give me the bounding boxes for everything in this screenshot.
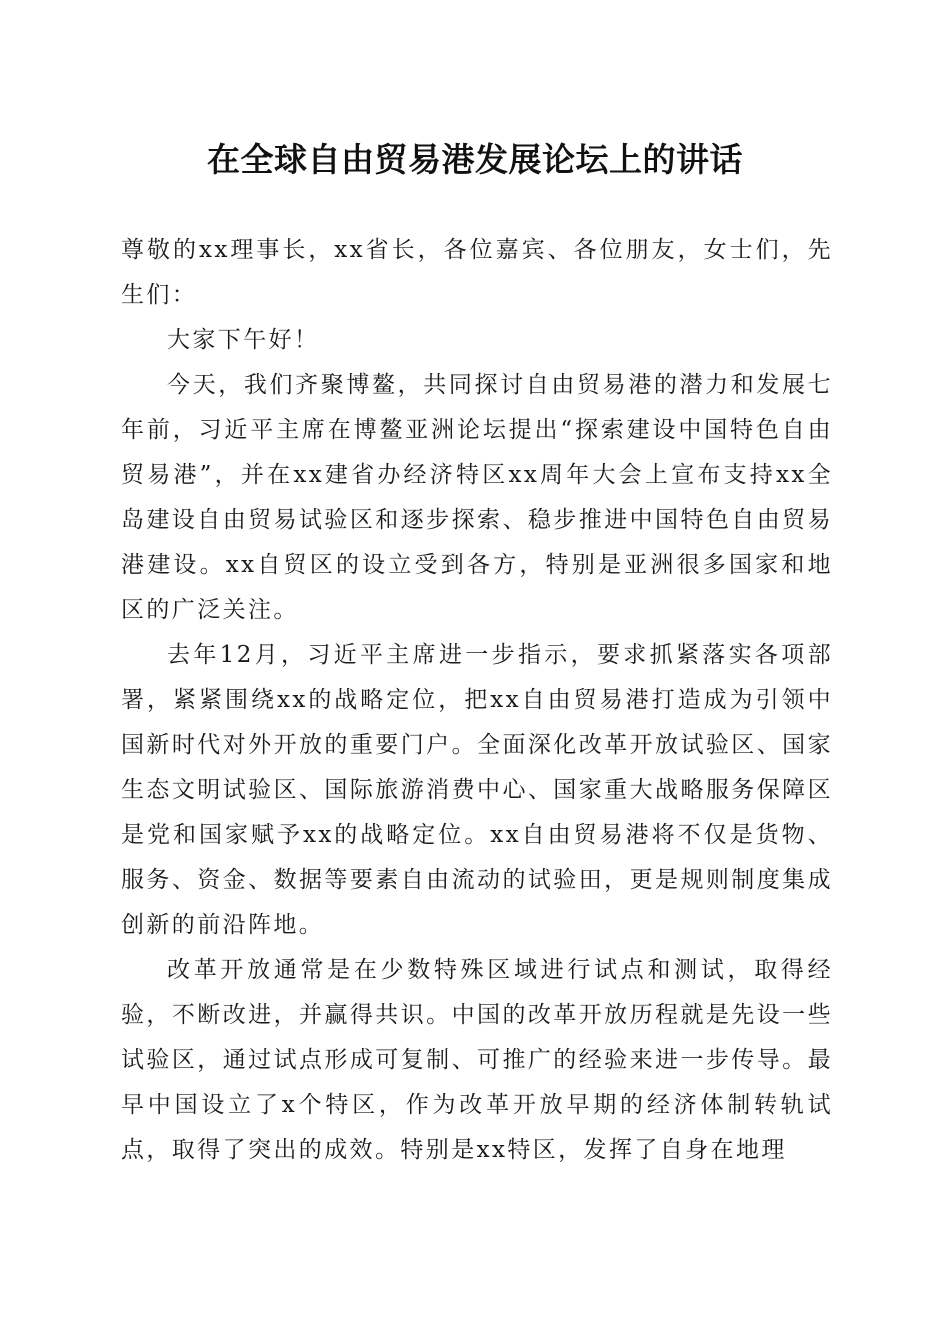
body-paragraph: 改革开放通常是在少数特殊区域进行试点和测试，取得经验，不断改进，并赢得共识。中国的改革开放历程就是先设一些试验区，通过试点形成可复制、可推广的经验来进一步传导。最早中国设立了x个特区，作为改革开放早期的经济体制转轨试点，取得了突出的成效。特别是xx特区，发挥了自身在地理 <box>121 957 833 1163</box>
greeting-paragraph: 大家下午好！ <box>167 327 320 353</box>
document-title: 在全球自由贸易港发展论坛上的讲话 <box>207 140 743 179</box>
salutation-paragraph: 尊敬的xx理事长，xx省长，各位嘉宾、各位朋友，女士们，先生们： <box>121 237 833 308</box>
body-paragraph: 去年12月，习近平主席进一步指示，要求抓紧落实各项部署，紧紧围绕xx的战略定位，把xx自由贸易港打造成为引领中国新时代对外开放的重要门户。全面深化改革开放试验区、国家生态文明试验区、国际旅游消费中心、国家重大战略服务保障区是党和国家赋予xx的战略定位。xx自由贸易港将不仅是货物、服务、资金、数据等要素自由流动的试验田，更是规则制度集成创新的前沿阵地。 <box>121 642 833 938</box>
document-body <box>121 228 833 1173</box>
body-paragraph: 今天，我们齐聚博鳌，共同探讨自由贸易港的潜力和发展七年前，习近平主席在博鳌亚洲论坛提出“探索建设中国特色自由贸易港”，并在xx建省办经济特区xx周年大会上宣布支持xx全岛建设自由贸易试验区和逐步探索、稳步推进中国特色自由贸易港建设。xx自贸区的设立受到各方，特别是亚洲很多国家和地区的广泛关注。 <box>121 372 833 623</box>
